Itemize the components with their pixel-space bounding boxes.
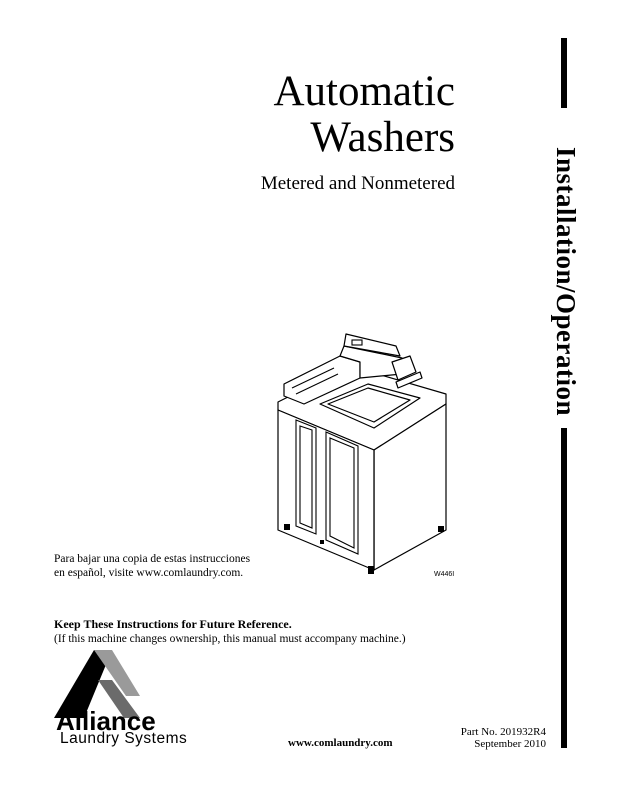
side-rule-top xyxy=(561,38,567,108)
side-rule-bottom xyxy=(561,428,567,748)
spanish-line-2: en español, visite www.comlaundry.com. xyxy=(54,567,244,579)
part-number: Part No. 201932R4 xyxy=(460,726,546,738)
subtitle: Metered and Nonmetered xyxy=(260,173,455,194)
spanish-instructions xyxy=(54,552,284,580)
ownership-notice: (If this machine changes ownership, this manual must accompany machine.) xyxy=(54,633,406,645)
title-automatic: Automatic xyxy=(273,68,455,115)
washer-illustration xyxy=(270,318,475,580)
svg-text:Alliance: Alliance xyxy=(56,706,156,736)
publication-date: September 2010 xyxy=(474,738,546,750)
logo-tagline: Laundry Systems xyxy=(60,730,188,747)
side-label: Installation/Operation xyxy=(551,147,581,417)
spanish-line-1: Para bajar una copia de estas instrucciones xyxy=(54,553,251,565)
title-washers: Washers xyxy=(310,114,455,161)
website-link[interactable]: www.comlaundry.com xyxy=(288,737,393,749)
illustration-code: W446I xyxy=(434,571,455,578)
keep-instructions-notice: Keep These Instructions for Future Reference. xyxy=(54,617,292,631)
